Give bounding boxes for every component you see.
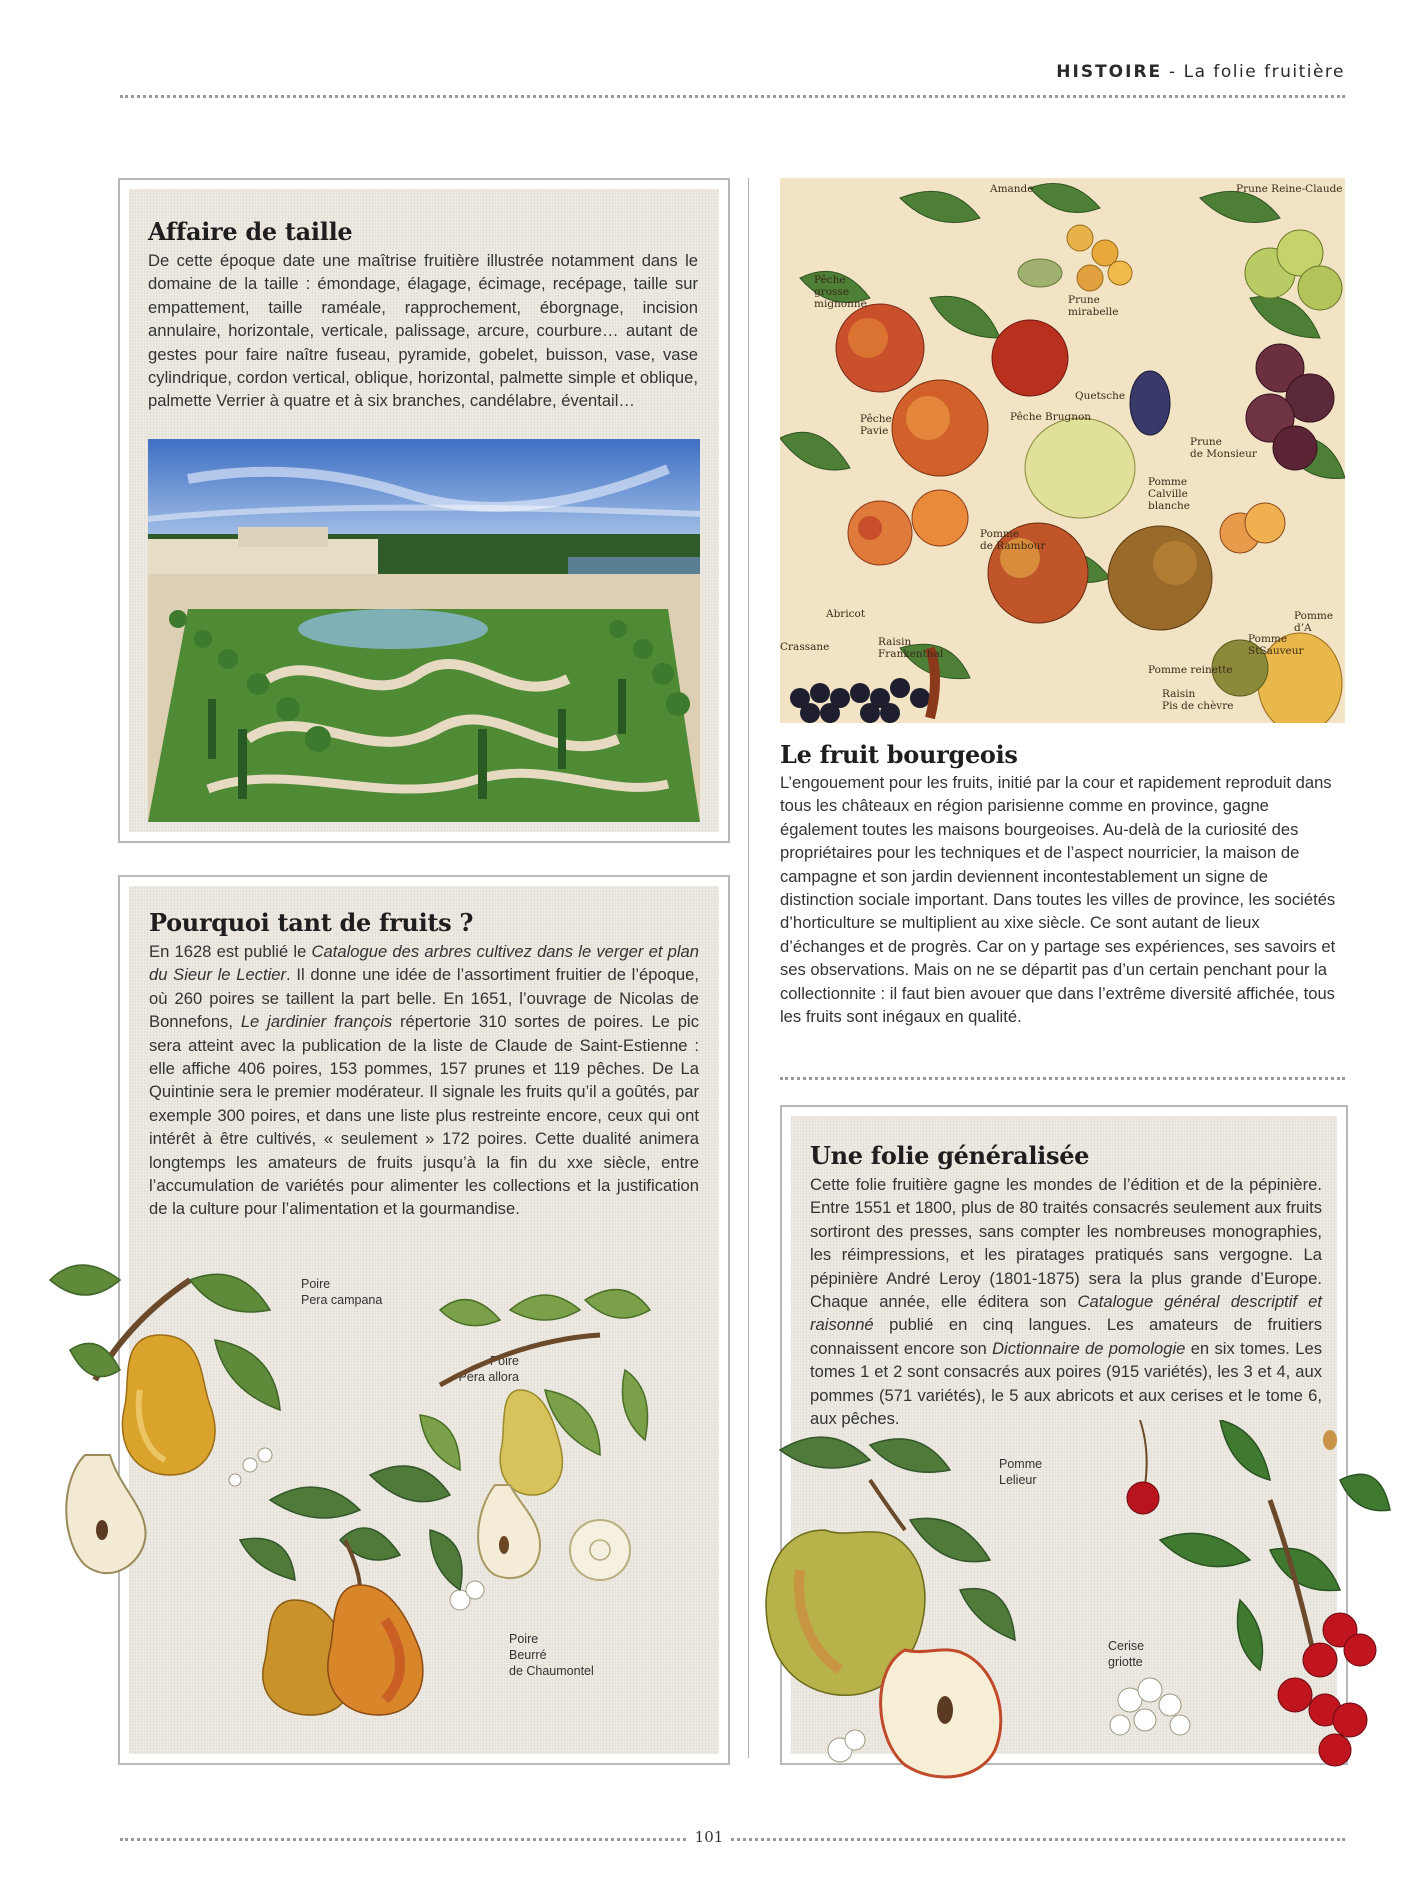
box-text (810, 1173, 1322, 1430)
article-title: Le fruit bourgeois (780, 740, 1018, 769)
plate-label: Raisin Frankenthal (878, 636, 944, 660)
caption-line: Beurré (509, 1648, 547, 1662)
book-title: Le jardinier françois (240, 1012, 393, 1032)
caption-line: Lelieur (999, 1473, 1037, 1487)
plate-label: Abricot (826, 608, 866, 620)
plate-label: Pêche Pavie (860, 413, 892, 437)
header-separator: - (1162, 62, 1184, 82)
box-text: De cette époque date une maîtrise fruitière illustrée notamment dans le domaine de la taille : émondage, élagage, écimage, recépage, taille sur empattement, taille raméale, rapprochement, éborgnage, incision annulaire, horizontale, verticale, palissage, arcure, courbure… autant de gestes pour faire naître fuseau, pyramide, gobelet, buisson, vase, vase cylindrique, cordon vertical, oblique, horizontal, palmette simple et oblique, palmette Verrier à quatre et à six branches, candélabre, éventail… (148, 251, 698, 411)
caption-line: griotte (1108, 1655, 1143, 1669)
page-number-text: 101 (687, 1828, 732, 1846)
article-text: L’engouement pour les fruits, initié par la cour et rapidement reproduit dans tous les châteaux en région parisienne comme en province, gagne également toutes les maisons bourgeoises. Au-delà de la curiosité des propriétaires pour les techniques et de l’aspect nourricier, la maison de campagne et son jardin deviennent incontestablement un signe de distinction sociale important. Dans toutes les villes de province, les sociétés d’horticulture se multiplient au xixe siècle. Ce sont autant de lieux d’échanges et de progrès. Car on y partage ses expériences, ses savoirs et ses observations. Mais on ne se départit pas d’un certain penchant pour la collectionnite : il faut bien avouer que dans l’extrême diversité affichée, tous les fruits sont inégaux en qualité. (780, 773, 1336, 1027)
caption-line: Pera allora (458, 1370, 519, 1384)
caption-line: Poire (301, 1277, 331, 1291)
plate-label: Crassane (780, 641, 830, 653)
header-topic: La folie fruitière (1183, 62, 1345, 82)
running-header (1056, 62, 1345, 82)
caption-line: Poire (489, 1354, 519, 1368)
page-number (0, 1828, 1418, 1846)
caption-line: de Chaumontel (509, 1664, 594, 1678)
apple-cherry-illustrations (740, 1420, 1410, 1800)
box-fabric (129, 189, 719, 832)
text-part: En 1628 est publié le (149, 942, 312, 961)
box-title: Affaire de taille (148, 217, 353, 246)
box-affaire-de-taille (118, 178, 730, 843)
plate-label: Pomme Calville blanche (1148, 476, 1190, 512)
text-part: répertorie 310 sortes de poires. Le pic sera atteint avec la publication de la liste de Claude de Saint-Estienne : elle affiche 406 poires, 153 pommes, 157 prunes et 119 pêches. De La Quintinie sera le premier modérateur. Il signale les fruits qu’il a goûtés, par exemple 300 poires, et dans une liste plus restreinte encore, ceux qui ont intérêt à être cultivés, « seulement » 172 poires. Cette dualité animera longtemps les amateurs de fruits jusqu’à la fin du xxe siècle, entre l’accumulation de variétés pour alimenter les collections et la justification de la culture pour l’alimentation et la gourmandise. (149, 1012, 699, 1219)
header-divider (120, 95, 1345, 98)
plate-label: Pomme reinette (1148, 664, 1233, 676)
versailles-garden-photo (148, 439, 700, 822)
plate-label: Amande (990, 183, 1034, 195)
box-title: Une folie généralisée (810, 1141, 1090, 1170)
plate-label: Pomme StSauveur (1248, 633, 1304, 657)
pear-illustrations (40, 1240, 760, 1740)
book-title: Catalogue des arbres cultivez dans le verger et plan du Sieur le Lectier (149, 942, 699, 985)
plate-label: Prune de Monsieur (1190, 436, 1257, 460)
plate-label: Prune Reine-Claude (1236, 183, 1343, 195)
text-part: publié en cinq langues. Les amateurs de fruitiers connaissent encore son (810, 1315, 1322, 1358)
caption-line: Pera campana (301, 1293, 383, 1307)
header-section: HISTOIRE (1056, 62, 1163, 82)
plate-label: Pêche grosse mignonne (814, 274, 867, 310)
plate-label: Raisin Pis de chèvre (1162, 688, 1234, 712)
text-part: Cette folie fruitière gagne les mondes de l’édition et de la pépinière. Entre 1551 et 1800, plus de 80 traités consacrés seulement aux fruits sortiront des presses, sans compter les nombreuses monographies, les réimpressions, et les piratages pratiqués sans vergogne. La pépinière André Leroy (1801-1875) sera la plus grande d’Europe. Chaque année, elle éditera son (810, 1175, 1322, 1312)
text-part: . Il donne une idée de l’assortiment fruitier de l’époque, où 260 poires se taillent la part belle. En 1651, l’ouvrage de Nicolas de Bonnefons, (149, 965, 699, 1032)
plate-label: Pêche Brugnon (1010, 411, 1092, 423)
article-fruit-bourgeois (780, 740, 1345, 1028)
plate-label: Pomme d’A (1294, 610, 1334, 634)
caption-line: Poire (509, 1632, 539, 1646)
caption-line: Pomme (999, 1457, 1043, 1471)
plate-label: Quetsche (1075, 390, 1126, 402)
plate-label: Prune mirabelle (1068, 294, 1119, 318)
box-text (149, 940, 699, 1221)
book-title: Dictionnaire de pomologie (992, 1338, 1186, 1358)
plate-label: Pomme de Rambour (980, 528, 1046, 552)
caption-line: Cerise (1108, 1639, 1145, 1653)
book-title: Catalogue général descriptif et raisonné (810, 1292, 1322, 1335)
section-divider (780, 1077, 1345, 1080)
box-title: Pourquoi tant de fruits ? (149, 908, 474, 937)
text-part: en six tomes. Les tomes 1 et 2 sont consacrés aux poires (915 variétés), les 3 et 4, aux pommes (571 variétés), le 5 aux abricots et aux cerises et le tome 6, aux pêches. (810, 1338, 1322, 1429)
fruit-plate-illustration (780, 178, 1345, 723)
